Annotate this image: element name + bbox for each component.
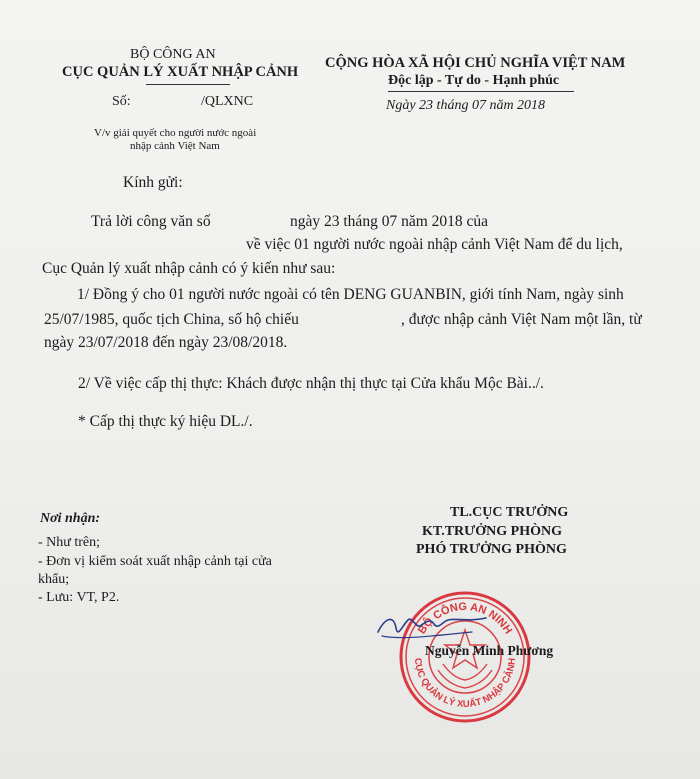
signer-name: Nguyễn Minh Phương bbox=[425, 643, 554, 658]
signature-authority-2: KT.TRƯỞNG PHÒNG bbox=[422, 524, 562, 539]
department-name: CỤC QUẢN LÝ XUẤT NHẬP CẢNH bbox=[62, 64, 299, 80]
department-underline bbox=[146, 84, 230, 85]
document-number-label: Số: bbox=[112, 94, 131, 109]
signature-authority-3: PHÓ TRƯỞNG PHÒNG bbox=[416, 542, 567, 557]
recipient-item: - Đơn vị kiểm soát xuất nhập cảnh tại cửa bbox=[38, 554, 272, 569]
reply-subject: về việc 01 người nước ngoài nhập cảnh Việt Nam để du lịch, bbox=[246, 236, 623, 253]
recipient-item: khẩu; bbox=[38, 572, 70, 587]
document-number-code: /QLXNC bbox=[201, 94, 254, 109]
visa-issuance-note: 2/ Về việc cấp thị thực: Khách được nhận thị thực tại Cửa khẩu Mộc Bài../. bbox=[78, 375, 544, 392]
reply-opinion: Cục Quản lý xuất nhập cảnh có ý kiến như sau: bbox=[42, 260, 336, 277]
approval-line-3: ngày 23/07/2018 đến ngày 23/08/2018. bbox=[44, 334, 288, 351]
ministry-name: BỘ CÔNG AN bbox=[130, 47, 216, 62]
motto-underline bbox=[388, 91, 574, 92]
approval-line-2: 25/07/1985, quốc tịch China, số hộ chiếu bbox=[44, 311, 299, 328]
visa-type-note: * Cấp thị thực ký hiệu DL./. bbox=[78, 413, 253, 430]
republic-title: CỘNG HÒA XÃ HỘI CHỦ NGHĨA VIỆT NAM bbox=[325, 55, 626, 71]
recipient-item: - Như trên; bbox=[38, 535, 101, 550]
document-date: Ngày 23 tháng 07 năm 2018 bbox=[386, 98, 546, 113]
reply-reference: Trả lời công văn số bbox=[91, 213, 211, 230]
svg-text:BỘ CÔNG AN NINH: BỘ CÔNG AN NINH bbox=[415, 600, 515, 637]
reply-date: ngày 23 tháng 07 năm 2018 của bbox=[290, 213, 489, 230]
national-motto: Độc lập - Tự do - Hạnh phúc bbox=[388, 73, 560, 88]
signature-authority-1: TL.CỤC TRƯỞNG bbox=[450, 505, 569, 520]
approval-line-2-end: , được nhập cảnh Việt Nam một lần, từ bbox=[401, 311, 642, 328]
greeting: Kính gửi: bbox=[123, 174, 183, 191]
subject-line-2: nhập cảnh Việt Nam bbox=[130, 140, 220, 152]
svg-text:CỤC QUẢN LÝ XUẤT NHẬP CẢNH: CỤC QUẢN LÝ XUẤT NHẬP CẢNH bbox=[411, 657, 519, 711]
recipients-title: Nơi nhận: bbox=[40, 511, 101, 526]
recipient-item: - Lưu: VT, P2. bbox=[38, 590, 120, 605]
handwritten-signature bbox=[372, 606, 492, 648]
approval-line-1: 1/ Đồng ý cho 01 người nước ngoài có tên DENG GUANBIN, giới tính Nam, ngày sinh bbox=[77, 286, 624, 303]
subject-line-1: V/v giải quyết cho người nước ngoài bbox=[94, 127, 257, 139]
